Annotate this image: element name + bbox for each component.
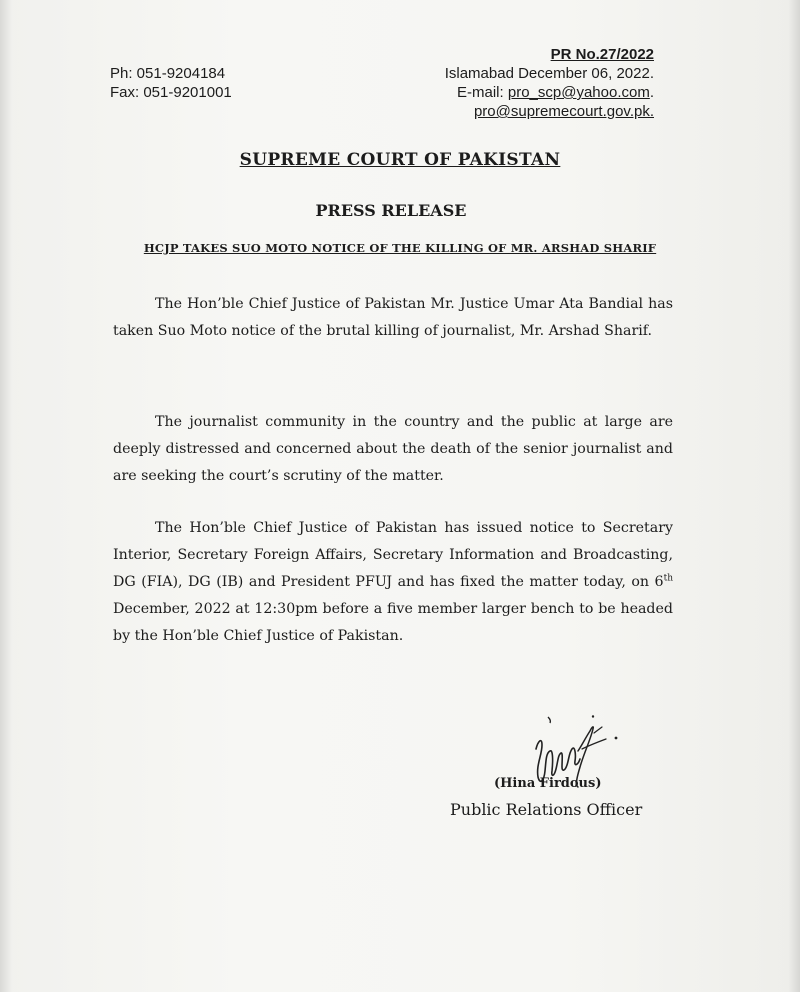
ordinal-suffix: th [663,573,673,584]
paragraph-1: The Hon’ble Chief Justice of Pakistan Mr. Justice Umar Ata Bandial has taken Suo Moto notice of the brutal killing of journalist, Mr. Arshad Sharif. [113,296,673,339]
paragraph-3 [113,515,673,650]
left-edge-shadow [0,0,12,992]
email-link-1[interactable]: pro_scp@yahoo.com [507,84,650,101]
place-and-date: Islamabad December 06, 2022. [444,65,654,82]
email-suffix: . [649,84,654,101]
paragraph-3-part-a: The Hon’ble Chief Justice of Pakistan has issued notice to Secretary Interior, Secretary Foreign Affairs, Secretary Information and Broadcasting, DG (FIA), DG (IB) and President PFUJ and has fixed the matter today, on 6 [113,520,673,590]
headline: HCJP TAKES SUO MOTO NOTICE OF THE KILLING OF MR. ARSHAD SHARIF [143,241,657,255]
signatory-name: (Hina Firdous) [494,776,602,791]
contact-left-block [110,64,232,102]
press-release-number: PR No.27/2022 [550,46,654,63]
email-label: E-mail: [457,84,508,101]
court-title: SUPREME COURT OF PAKISTAN [239,150,561,170]
email-link-2[interactable]: pro@supremecourt.gov.pk. [473,103,654,120]
phone-line: Ph: 051-9204184 [110,65,226,82]
press-release-title: PRESS RELEASE [315,201,467,220]
fax-line: Fax: 051-9201001 [110,84,232,101]
paragraph-3-part-b: December, 2022 at 12:30pm before a five member larger bench to be headed by the Hon’ble Chief Justice of Pakistan. [113,601,673,644]
email-line [445,83,654,102]
contact-right-block [445,45,654,121]
paragraph-2: The journalist community in the country and the public at large are deeply distressed and concerned about the death of the senior journalist and are seeking the court’s scrutiny of the matter. [113,414,673,484]
right-edge-shadow [788,0,800,992]
signatory-designation: Public Relations Officer [450,800,643,819]
